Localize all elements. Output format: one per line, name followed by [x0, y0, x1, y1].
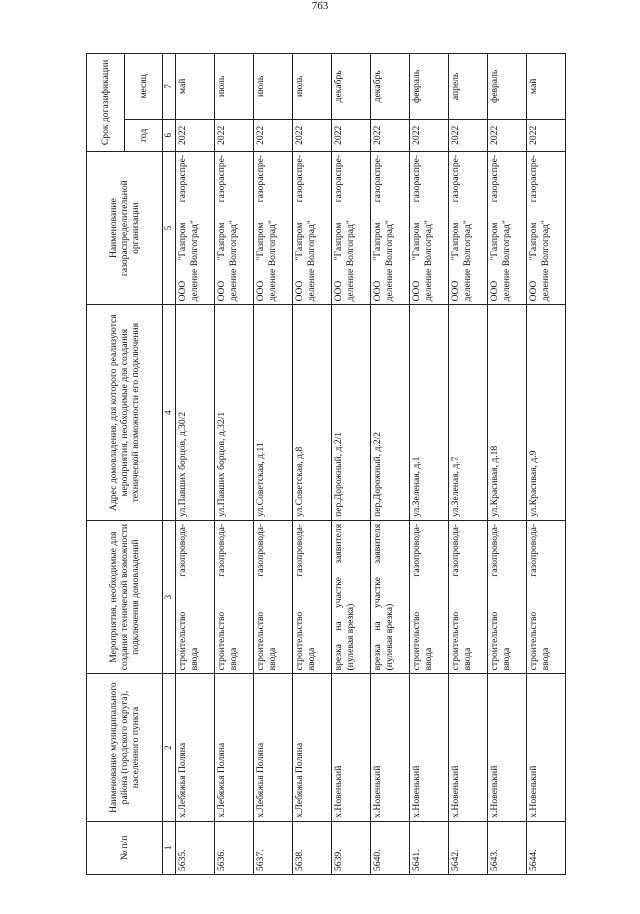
year-cell: 2022 [487, 119, 526, 151]
year-cell: 2022 [253, 119, 292, 151]
organization-cell-line: деление Волгоград" [345, 220, 357, 302]
locality-cell: х.Лебяжья Поляна [253, 674, 292, 821]
measure-cell [448, 520, 487, 674]
row-number: 5641. [409, 821, 448, 874]
measure-cell-line: (нулевая врезка) [345, 603, 357, 671]
organization-cell-line: ООО "Газпром газораспре- [254, 154, 266, 302]
row-number: 5643. [487, 821, 526, 874]
locality-cell: х.Новенький [409, 674, 448, 821]
address-cell: ул.Красивая, д.9 [526, 305, 565, 520]
locality-cell: х.Лебяжья Поляна [175, 674, 214, 821]
organization-cell-line: ООО "Газпром газораспре- [527, 154, 539, 302]
month-cell: декабрь [331, 54, 370, 120]
measure-cell [175, 520, 214, 674]
organization-cell-line: ООО "Газпром газораспре- [293, 154, 305, 302]
address-cell: пер.Дорожный, д.2/2 [370, 305, 409, 520]
column-number: 1 [163, 821, 176, 874]
measure-cell-line: строительство газопровода- [176, 523, 188, 671]
locality-cell: х.Лебяжья Поляна [292, 674, 331, 821]
organization-cell [487, 151, 526, 305]
organization-cell [175, 151, 214, 305]
address-cell: ул.Красивая, д.18 [487, 305, 526, 520]
table-row [175, 54, 214, 875]
locality-cell: х.Лебяжья Поляна [214, 674, 253, 821]
measure-cell-line: врезка на участке заявителя [332, 523, 344, 671]
organization-cell-line: деление Волгоград" [384, 220, 396, 302]
month-cell: июль [292, 54, 331, 120]
organization-cell [253, 151, 292, 305]
address-cell: ул.Павших борцов, д.32/1 [214, 305, 253, 520]
organization-cell-line: ООО "Газпром газораспре- [410, 154, 422, 302]
measure-cell [526, 520, 565, 674]
organization-cell-line: деление Волгоград" [189, 220, 201, 302]
measure-cell-line: строительство газопровода- [293, 523, 305, 671]
organization-cell [292, 151, 331, 305]
locality-cell: х.Новенький [370, 674, 409, 821]
column-number: 6 [163, 119, 176, 151]
header-address: Адрес домовладения, для которого реализуются мероприятия, необходимые для создания технической возможности его подключения [87, 305, 163, 520]
year-cell: 2022 [526, 119, 565, 151]
row-number: 5637. [253, 821, 292, 874]
organization-cell-line: ООО "Газпром газораспре- [449, 154, 461, 302]
table-header [87, 54, 176, 875]
measure-cell-line: ввода [462, 647, 474, 671]
column-number: 5 [163, 151, 176, 305]
measure-cell [253, 520, 292, 674]
measure-cell-line: (нулевая врезка) [384, 603, 396, 671]
month-cell: февраль [409, 54, 448, 120]
month-cell: июль [214, 54, 253, 120]
measure-cell [214, 520, 253, 674]
table-row [526, 54, 565, 875]
organization-cell-line: ООО "Газпром газораспре- [371, 154, 383, 302]
organization-cell-line: деление Волгоград" [228, 220, 240, 302]
row-number: 5642. [448, 821, 487, 874]
organization-cell-line: деление Волгоград" [267, 220, 279, 302]
month-cell: май [175, 54, 214, 120]
row-number: 5640. [370, 821, 409, 874]
header-municipality: Наименование муниципального района (городского округа), населенного пункта [87, 674, 163, 821]
measure-cell-line: строительство газопровода- [410, 523, 422, 671]
address-cell: пер.Дорожный, д.2/1 [331, 305, 370, 520]
header-num: № п/п [87, 821, 163, 874]
measure-cell-line: ввода [540, 647, 552, 671]
measure-cell-line: ввода [267, 647, 279, 671]
address-cell: ул.Павших борцов, д.30/2 [175, 305, 214, 520]
organization-cell-line: ООО "Газпром газораспре- [215, 154, 227, 302]
table-body [175, 54, 565, 875]
organization-cell [331, 151, 370, 305]
month-cell: февраль [487, 54, 526, 120]
table-row [448, 54, 487, 875]
measure-cell-line: строительство газопровода- [527, 523, 539, 671]
measure-cell-line: ввода [423, 647, 435, 671]
table-row [331, 54, 370, 875]
row-number: 5644. [526, 821, 565, 874]
address-cell: ул.Зеленая, д.1 [409, 305, 448, 520]
year-cell: 2022 [409, 119, 448, 151]
organization-cell-line: ООО "Газпром газораспре- [488, 154, 500, 302]
organization-cell [370, 151, 409, 305]
measure-cell-line: ввода [228, 647, 240, 671]
organization-cell-line: деление Волгоград" [306, 220, 318, 302]
measure-cell [487, 520, 526, 674]
organization-cell-line: ООО "Газпром газораспре- [176, 154, 188, 302]
locality-cell: х.Новенький [487, 674, 526, 821]
year-cell: 2022 [292, 119, 331, 151]
measure-cell [292, 520, 331, 674]
year-cell: 2022 [370, 119, 409, 151]
measure-cell-line: ввода [189, 647, 201, 671]
row-number: 5638. [292, 821, 331, 874]
measure-cell-line: строительство газопровода- [254, 523, 266, 671]
table-row [409, 54, 448, 875]
gasification-table [86, 53, 566, 875]
measure-cell [370, 520, 409, 674]
column-number: 7 [163, 54, 176, 120]
measure-cell-line: строительство газопровода- [449, 523, 461, 671]
row-number: 5635. [175, 821, 214, 874]
header-month: месяц [125, 54, 163, 120]
organization-cell-line: деление Волгоград" [462, 220, 474, 302]
table-row [292, 54, 331, 875]
measure-cell-line: строительство газопровода- [488, 523, 500, 671]
header-organization: Наименование газораспределительной организации [87, 151, 163, 305]
row-number: 5639. [331, 821, 370, 874]
address-cell: ул.Советская, д.11 [253, 305, 292, 520]
locality-cell: х.Новенький [448, 674, 487, 821]
organization-cell [448, 151, 487, 305]
measure-cell-line: врезка на участке заявителя [371, 523, 383, 671]
address-cell: ул.Советская, д.8 [292, 305, 331, 520]
year-cell: 2022 [448, 119, 487, 151]
month-cell: апрель [448, 54, 487, 120]
table-row [214, 54, 253, 875]
measure-cell-line: ввода [501, 647, 513, 671]
column-number: 3 [163, 520, 176, 674]
address-cell: ул.Зеленая, д.7 [448, 305, 487, 520]
locality-cell: х.Новенький [331, 674, 370, 821]
year-cell: 2022 [331, 119, 370, 151]
organization-cell-line: ООО "Газпром газораспре- [332, 154, 344, 302]
column-number: 4 [163, 305, 176, 520]
organization-cell-line: деление Волгоград" [540, 220, 552, 302]
organization-cell-line: деление Волгоград" [423, 220, 435, 302]
table-row [253, 54, 292, 875]
organization-cell [409, 151, 448, 305]
locality-cell: х.Новенький [526, 674, 565, 821]
month-cell: июль [253, 54, 292, 120]
header-year: год [125, 119, 163, 151]
month-cell: декабрь [370, 54, 409, 120]
measure-cell-line: ввода [306, 647, 318, 671]
organization-cell [214, 151, 253, 305]
year-cell: 2022 [175, 119, 214, 151]
header-measures: Мероприятия, необходимые для создания технической возможности подключения домовладений [87, 520, 163, 674]
month-cell: май [526, 54, 565, 120]
row-number: 5636. [214, 821, 253, 874]
organization-cell-line: деление Волгоград" [501, 220, 513, 302]
year-cell: 2022 [214, 119, 253, 151]
measure-cell [409, 520, 448, 674]
table-row [370, 54, 409, 875]
column-number: 2 [163, 674, 176, 821]
measure-cell-line: строительство газопровода- [215, 523, 227, 671]
table-row [487, 54, 526, 875]
organization-cell [526, 151, 565, 305]
measure-cell [331, 520, 370, 674]
column-numbers-row [163, 54, 176, 875]
page-number: 763 [311, 0, 329, 12]
header-deadline: Срок догазификации [87, 54, 125, 152]
